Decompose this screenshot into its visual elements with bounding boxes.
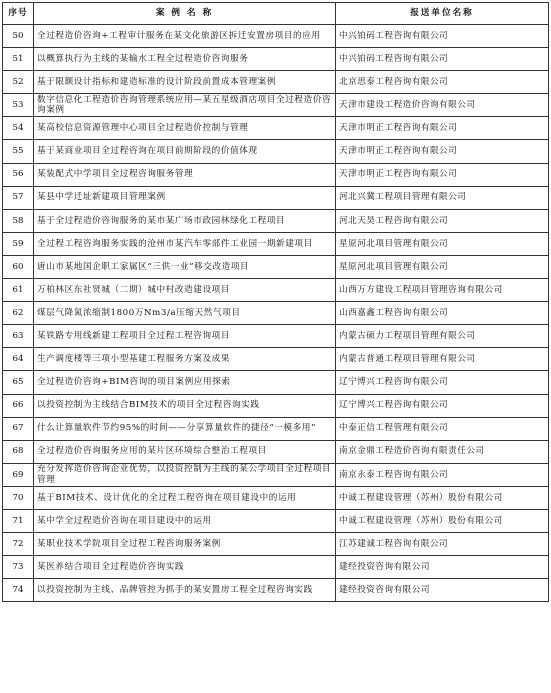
table-row xyxy=(3,186,549,209)
row-serial-number: 65 xyxy=(3,371,34,394)
table-row xyxy=(3,279,549,302)
table-row xyxy=(3,579,549,602)
row-case-name: 以投资控制为主线、品牌管控为抓手的某安置房工程全过程咨询实践 xyxy=(34,579,336,602)
row-serial-number: 71 xyxy=(3,509,34,532)
row-submitting-unit: 辽宁博兴工程咨询有限公司 xyxy=(336,394,549,417)
row-submitting-unit: 河北天昊工程咨询有限公司 xyxy=(336,209,549,232)
row-case-name: 某中学全过程造价咨询在项目建设中的运用 xyxy=(34,509,336,532)
row-serial-number: 66 xyxy=(3,394,34,417)
row-submitting-unit: 中兴铂码工程咨询有限公司 xyxy=(336,48,549,71)
table-row xyxy=(3,255,549,278)
row-serial-number: 68 xyxy=(3,440,34,463)
row-submitting-unit: 天津市明正工程咨询有限公司 xyxy=(336,140,549,163)
table-row xyxy=(3,48,549,71)
row-serial-number: 58 xyxy=(3,209,34,232)
row-case-name: 以概算执行为主线的某输水工程全过程造价咨询服务 xyxy=(34,48,336,71)
table-row xyxy=(3,232,549,255)
row-serial-number: 63 xyxy=(3,325,34,348)
row-case-name: 以投资控制为主线结合BIM技术的项目全过程咨询实践 xyxy=(34,394,336,417)
table-row xyxy=(3,556,549,579)
row-submitting-unit: 江苏建诚工程咨询有限公司 xyxy=(336,533,549,556)
row-case-name: 唐山市某地国企职工家属区“三供一业”移交改造项目 xyxy=(34,255,336,278)
case-list-table xyxy=(2,2,549,602)
row-case-name: 某医养结合项目全过程造价咨询实践 xyxy=(34,556,336,579)
row-submitting-unit: 山西万方建设工程项目管理咨询有限公司 xyxy=(336,279,549,302)
table-row xyxy=(3,463,549,486)
header-serial-number: 序号 xyxy=(3,3,34,25)
row-case-name: 煤层气降氮浓缩制1800万Nm3/a压缩天然气项目 xyxy=(34,302,336,325)
row-serial-number: 62 xyxy=(3,302,34,325)
row-submitting-unit: 星原河北项目管理有限公司 xyxy=(336,232,549,255)
row-case-name: 什么让算量软件节约95%的时间——分享算量软件的捷径“一模多用” xyxy=(34,417,336,440)
row-serial-number: 64 xyxy=(3,348,34,371)
table-row xyxy=(3,25,549,48)
row-case-name: 某铁路专用线新建工程项目全过程工程咨询项目 xyxy=(34,325,336,348)
row-case-name: 某职业技术学院项目全过程工程咨询服务案例 xyxy=(34,533,336,556)
row-serial-number: 53 xyxy=(3,94,34,117)
row-submitting-unit: 天津市明正工程咨询有限公司 xyxy=(336,117,549,140)
row-serial-number: 51 xyxy=(3,48,34,71)
row-case-name: 基于全过程造价咨询服务的某市某广场市政园林绿化工程项目 xyxy=(34,209,336,232)
row-submitting-unit: 天津市建设工程造价咨询有限公司 xyxy=(336,94,549,117)
row-submitting-unit: 中泰正信工程管理有限公司 xyxy=(336,417,549,440)
row-serial-number: 70 xyxy=(3,486,34,509)
header-case-name: 案 例 名 称 xyxy=(34,3,336,25)
table-row xyxy=(3,94,549,117)
row-submitting-unit: 辽宁博兴工程咨询有限公司 xyxy=(336,371,549,394)
row-case-name: 充分发挥造价咨询企业优势，以投资控制为主线的某公学项目全过程项目管理 xyxy=(34,463,336,486)
row-submitting-unit: 建经投资咨询有限公司 xyxy=(336,579,549,602)
table-row xyxy=(3,509,549,532)
row-case-name: 数字信息化工程造价咨询管理系统应用—某五星级酒店项目全过程造价咨询案例 xyxy=(34,94,336,117)
table-row xyxy=(3,417,549,440)
row-submitting-unit: 天津市明正工程咨询有限公司 xyxy=(336,163,549,186)
table-row xyxy=(3,371,549,394)
table-row xyxy=(3,163,549,186)
row-submitting-unit: 南京金鼎工程造价咨询有限责任公司 xyxy=(336,440,549,463)
row-serial-number: 60 xyxy=(3,255,34,278)
row-serial-number: 73 xyxy=(3,556,34,579)
table-row xyxy=(3,117,549,140)
table-row xyxy=(3,140,549,163)
row-submitting-unit: 中诚工程建设管理（苏州）股份有限公司 xyxy=(336,509,549,532)
row-submitting-unit: 中兴铂码工程咨询有限公司 xyxy=(336,25,549,48)
row-case-name: 基于限额设计指标和建造标准的设计阶段前置成本管理案例 xyxy=(34,71,336,94)
table-row xyxy=(3,302,549,325)
row-case-name: 万柏林区东社贤城（二期）城中村改造建设项目 xyxy=(34,279,336,302)
row-submitting-unit: 建经投资咨询有限公司 xyxy=(336,556,549,579)
row-submitting-unit: 中诚工程建设管理（苏州）股份有限公司 xyxy=(336,486,549,509)
row-serial-number: 55 xyxy=(3,140,34,163)
row-case-name: 全过程造价咨询+BIM咨询的项目案例应用探索 xyxy=(34,371,336,394)
row-serial-number: 54 xyxy=(3,117,34,140)
row-case-name: 全过程工程咨询服务实践的沧州市某汽车零部件工业园一期新建项目 xyxy=(34,232,336,255)
row-serial-number: 69 xyxy=(3,463,34,486)
header-submitting-unit: 报送单位名称 xyxy=(336,3,549,25)
row-case-name: 全过程造价咨询服务应用的某片区环境综合整治工程项目 xyxy=(34,440,336,463)
row-submitting-unit: 山西嘉鑫工程咨询有限公司 xyxy=(336,302,549,325)
table-row xyxy=(3,440,549,463)
row-case-name: 某高校信息资源管理中心项目全过程造价控制与管理 xyxy=(34,117,336,140)
row-submitting-unit: 内蒙古普通工程项目管理有限公司 xyxy=(336,348,549,371)
row-serial-number: 57 xyxy=(3,186,34,209)
row-serial-number: 56 xyxy=(3,163,34,186)
row-submitting-unit: 北京思泰工程咨询有限公司 xyxy=(336,71,549,94)
row-serial-number: 67 xyxy=(3,417,34,440)
row-case-name: 全过程造价咨询+工程审计服务在某文化旅游区拆迁安置房项目的应用 xyxy=(34,25,336,48)
table-row xyxy=(3,348,549,371)
row-submitting-unit: 河北兴冀工程项目管理有限公司 xyxy=(336,186,549,209)
row-serial-number: 72 xyxy=(3,533,34,556)
table-row xyxy=(3,325,549,348)
row-submitting-unit: 内蒙古硕力工程项目管理有限公司 xyxy=(336,325,549,348)
row-case-name: 某装配式中学项目全过程咨询服务管理 xyxy=(34,163,336,186)
table-row xyxy=(3,209,549,232)
row-serial-number: 59 xyxy=(3,232,34,255)
row-submitting-unit: 南京永泰工程咨询有限公司 xyxy=(336,463,549,486)
row-case-name: 基于BIM技术、设计优化的全过程工程咨询在项目建设中的运用 xyxy=(34,486,336,509)
row-case-name: 某县中学迁址新建项目管理案例 xyxy=(34,186,336,209)
table-row xyxy=(3,486,549,509)
row-serial-number: 50 xyxy=(3,25,34,48)
table-row xyxy=(3,394,549,417)
row-case-name: 生产调度楼等三项小型基建工程服务方案及成果 xyxy=(34,348,336,371)
row-submitting-unit: 星原河北项目管理有限公司 xyxy=(336,255,549,278)
table-row xyxy=(3,71,549,94)
row-serial-number: 52 xyxy=(3,71,34,94)
table-header-row xyxy=(3,3,549,25)
table-row xyxy=(3,533,549,556)
row-case-name: 基于某商业项目全过程咨询在项目前期阶段的价值体现 xyxy=(34,140,336,163)
row-serial-number: 61 xyxy=(3,279,34,302)
row-serial-number: 74 xyxy=(3,579,34,602)
